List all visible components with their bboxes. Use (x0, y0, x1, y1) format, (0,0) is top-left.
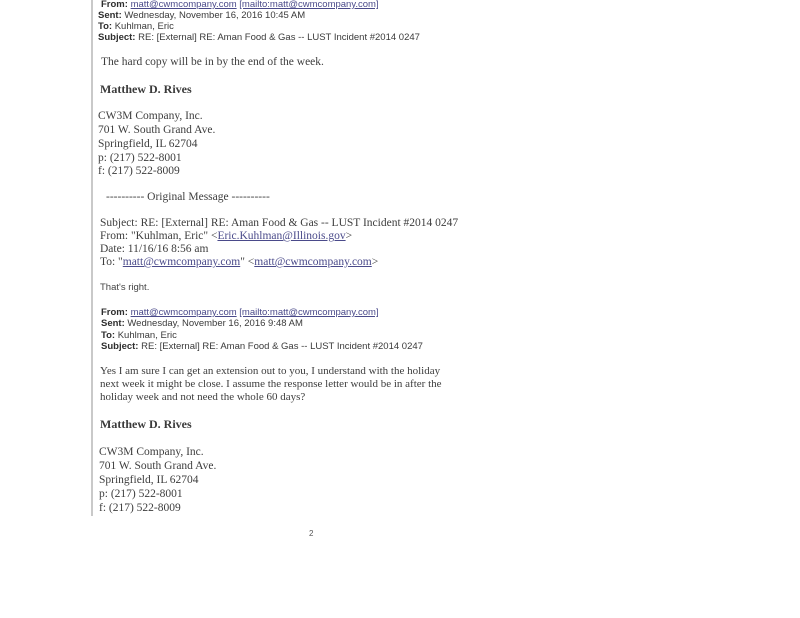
message-body-1: The hard copy will be in by the end of the week. (101, 56, 324, 68)
signature-name: Matthew D. Rives (100, 82, 192, 96)
from-label: From: (101, 0, 128, 10)
to-label: To: (98, 21, 113, 32)
signature-street: 701 W. South Grand Ave. (98, 124, 216, 136)
from-email-link[interactable]: matt@cwmcompany.com (130, 0, 237, 10)
signature-name-2: Matthew D. Rives (100, 417, 192, 431)
signature-city-2: Springfield, IL 62704 (99, 474, 199, 486)
signature-company: CW3M Company, Inc. (98, 110, 203, 122)
message-body-2: Yes I am sure I can get an extension out to you, I understand with the holiday next week it might be close. I assume the response letter would be in after the holiday week and not need the whole 60 days? (100, 365, 442, 403)
original-from-prefix: From: "Kuhlman, Eric" < (100, 230, 218, 242)
signature-street-2: 701 W. South Grand Ave. (99, 460, 217, 472)
reply-text: That's right. (100, 282, 150, 293)
signature-phone: p: (217) 522-8001 (98, 152, 182, 164)
original-to-prefix: To: " (100, 256, 123, 268)
from-mailto-link[interactable]: [mailto:matt@cwmcompany.com] (239, 0, 379, 10)
original-to-suffix: > (371, 256, 379, 268)
email-header-subject (98, 32, 420, 43)
email-header-to-2 (101, 330, 177, 341)
to-label-2: To: (101, 330, 116, 341)
quote-bar (91, 0, 93, 516)
original-to-email-link-2[interactable]: matt@cwmcompany.com (254, 256, 372, 268)
email-header-from (101, 0, 379, 10)
email-header-sent (98, 10, 305, 21)
original-message-divider: ---------- Original Message ---------- (106, 191, 270, 203)
sent-label: Sent: (98, 10, 122, 21)
original-to-middle: " < (240, 256, 255, 268)
original-date: Date: 11/16/16 8:56 am (100, 243, 209, 255)
signature-phone-2: p: (217) 522-8001 (99, 488, 183, 500)
from-email-link-2[interactable]: matt@cwmcompany.com (130, 307, 237, 318)
signature-fax-2: f: (217) 522-8009 (99, 502, 181, 514)
sent-value-2: Wednesday, November 16, 2016 9:48 AM (127, 318, 303, 329)
to-value-2: Kuhlman, Eric (117, 330, 177, 341)
subject-value: RE: [External] RE: Aman Food & Gas -- LUST Incident #2014 0247 (138, 32, 420, 43)
original-to-email-link[interactable]: matt@cwmcompany.com (122, 256, 241, 268)
original-subject: Subject: RE: [External] RE: Aman Food & Gas -- LUST Incident #2014 0247 (100, 217, 459, 229)
to-value: Kuhlman, Eric (114, 21, 174, 32)
sent-value: Wednesday, November 16, 2016 10:45 AM (124, 10, 306, 21)
from-label-2: From: (101, 307, 128, 318)
signature-city: Springfield, IL 62704 (98, 138, 198, 150)
email-header-subject-2 (101, 341, 423, 352)
subject-value-2: RE: [External] RE: Aman Food & Gas -- LUST Incident #2014 0247 (141, 341, 423, 352)
signature-fax: f: (217) 522-8009 (98, 165, 180, 177)
signature-company-2: CW3M Company, Inc. (99, 446, 204, 458)
email-header-sent-2 (101, 318, 303, 329)
subject-label-2: Subject: (101, 341, 139, 352)
email-header-to (98, 21, 174, 32)
page-number: 2 (309, 529, 314, 538)
original-to (100, 256, 378, 270)
original-from-email-link[interactable]: Eric.Kuhlman@Illinois.gov (217, 230, 346, 242)
from-mailto-link-2[interactable]: [mailto:matt@cwmcompany.com] (239, 307, 379, 318)
subject-label: Subject: (98, 32, 136, 43)
original-from-suffix: > (345, 230, 353, 242)
email-header-from-2 (101, 307, 379, 318)
sent-label-2: Sent: (101, 318, 125, 329)
original-from (100, 230, 352, 244)
